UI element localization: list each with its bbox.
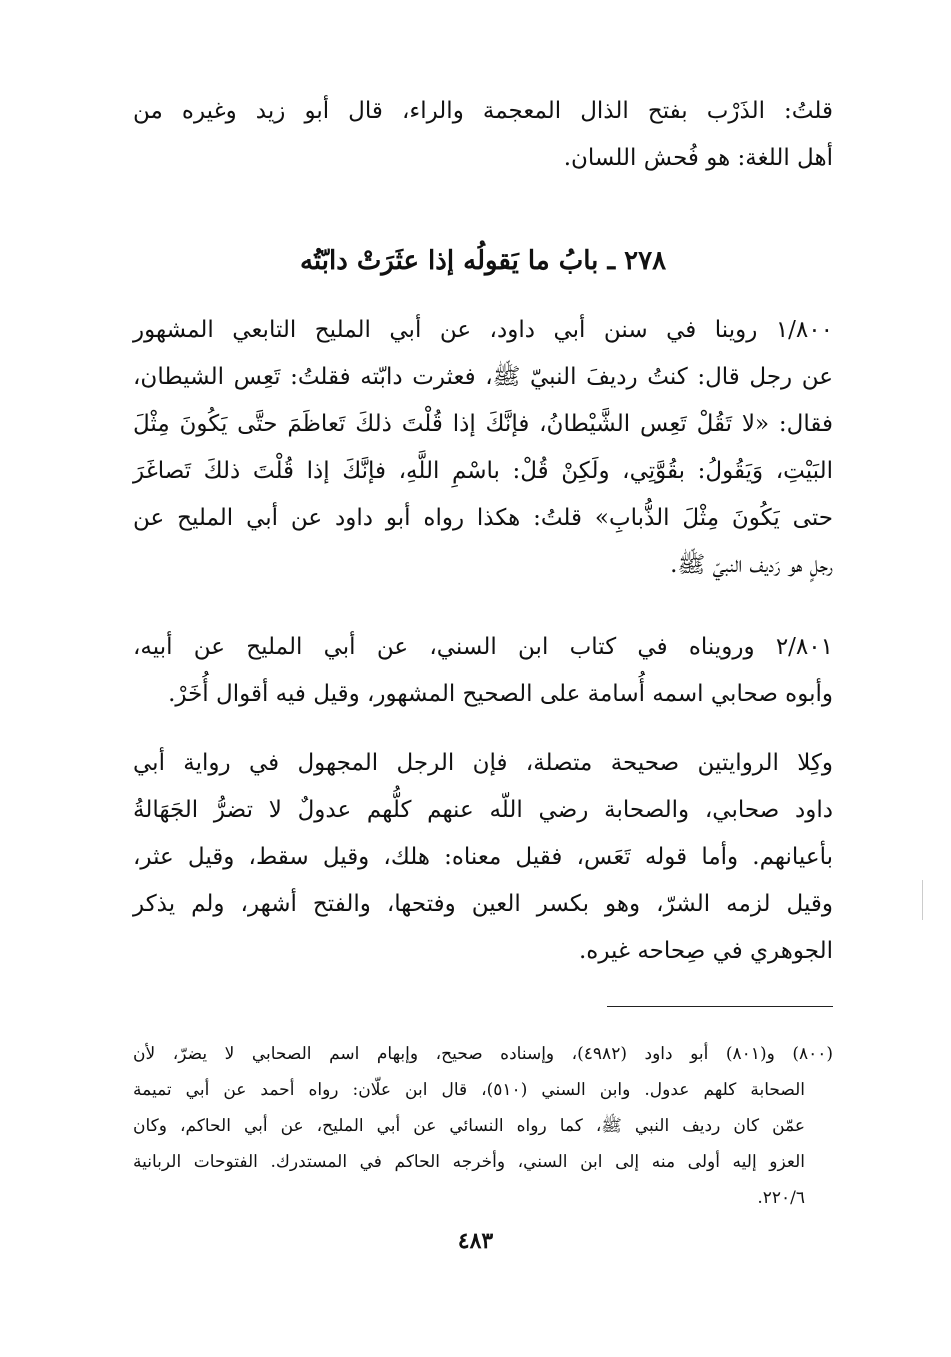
para2-line-1: ٢/٨٠١ ورويناه في كتاب ابن السني، عن أبي المليح عن أبيه، (133, 634, 833, 660)
footnote-line-5: ٢٢٠/٦. (757, 1188, 805, 1208)
intro-paragraph (133, 88, 833, 182)
footnote-line-4: العزو إليه أولى منه إلى ابن السني، وأخرجه الحاكم في المستدرك. الفتوحات الربانية (133, 1152, 805, 1172)
intro-line-2: أهل اللغة: هو فُحش اللسان. (563, 145, 833, 171)
commentary-paragraph (133, 740, 833, 975)
hadith-800-paragraph (133, 307, 833, 589)
para1-line-2: عن رجل قال: كنتُ رديفَ النبيّ ﷺ، فعثرت دابّته فقلتُ: تَعِس الشيطان، (133, 364, 833, 390)
footnote-line-2: الصحابة كلهم عدول. وابن السني (٥١٠)، قال ابن علّان: رواه أحمد عن أبي تميمة (133, 1080, 806, 1100)
para3-line-2: داود صحابي، والصحابة رضي اللّه عنهم كلُّهم عدولٌ لا تضرُّ الجَهَالةُ (133, 797, 833, 823)
page-number: ٤٨٣ (457, 1228, 494, 1254)
footnote (133, 1036, 833, 1216)
margin-mark (922, 880, 923, 920)
para1-line-6: رجلٍ هو رَديف النبيّ ﷺ. (670, 552, 833, 578)
footnote-line-3: عمّن كان رديف النبي ﷺ، كما رواه النسائي عن أبي المليح، عن أبي الحاكم، وكان (133, 1116, 805, 1136)
para3-line-4: وقيل لزمه الشرّ، وهو بكسر العين وفتحها، والفتح أشهر، ولم يذكر (133, 891, 833, 917)
para1-line-1: ١/٨٠٠ روينا في سنن أبي داود، عن أبي المليح التابعي المشهور (133, 317, 833, 343)
footnote-separator (607, 1006, 833, 1007)
para1-line-5: حتى يَكُونَ مِثْلَ الذُّبابِ» قلتُ: هكذا رواه أبو داود عن أبي المليح عن (133, 505, 833, 531)
para2-line-2: وأبوه صحابي اسمه أُسامة على الصحيح المشهور، وقيل فيه أقوال أُخَرْ. (168, 681, 833, 707)
chapter-heading: ٢٧٨ ـ بابُ ما يَقولُه إذا عثَرَتْ دابّتُه (299, 246, 667, 276)
para3-line-3: بأعيانهم. وأما قوله تَعَس، فقيل معناه: هلك، وقيل سقط، وقيل عثر، (133, 844, 833, 870)
para3-line-1: وكِلا الروايتين صحيحة متصلة، فإن الرجل المجهول في رواية أبي (133, 750, 833, 776)
para3-line-5: الجوهري في صِحاحه غيره. (579, 938, 833, 964)
para1-line-3: فقال: «لا تَقُلْ تَعِس الشَّيْطانُ، فإنَّكَ إذا قُلْتَ ذلكَ تَعاظَمَ حتَّى يَكُونَ مِثْلَ (133, 411, 833, 437)
footnote-line-1: (٨٠٠) و(٨٠١) أبو داود (٤٩٨٢)، وإسناده صحيح، وإبهام اسم الصحابي لا يضرّ، لأن (133, 1044, 833, 1064)
intro-line-1: قلتُ: الذَرْب بفتح الذال المعجمة والراء، قال أبو زيد وغيره من (133, 98, 833, 124)
para1-line-4: البَيْتِ، وَيَقُولُ: بقُوَّتِي، ولَكِنْ قُلْ: باسْمِ اللَّهِ، فإنَّكَ إذا قُلْتَ ذلكَ تَصاغَرَ (133, 458, 833, 484)
hadith-801-paragraph (133, 624, 833, 718)
